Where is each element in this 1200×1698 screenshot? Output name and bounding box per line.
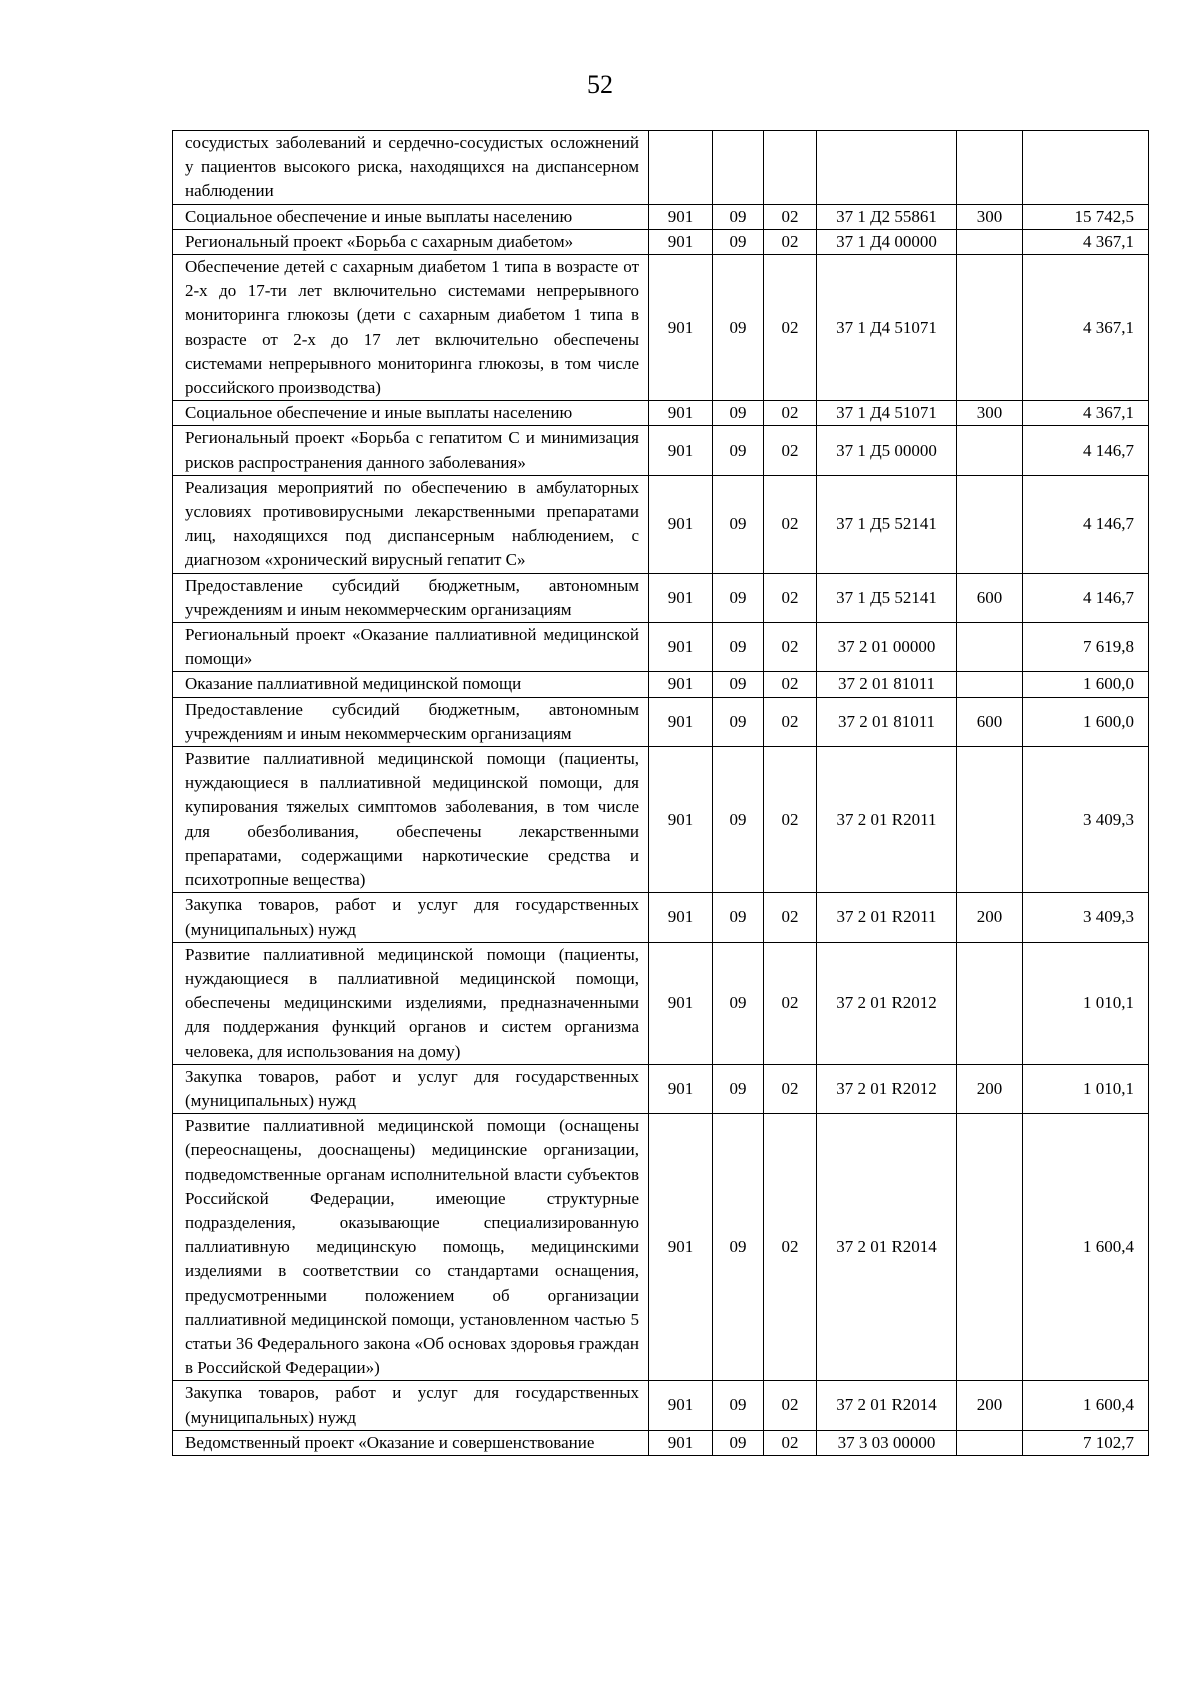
subsection-code: 02 [764, 1064, 817, 1113]
admin-code: 901 [649, 204, 713, 229]
subsection-code [764, 131, 817, 205]
expense-type-code: 300 [957, 204, 1023, 229]
admin-code [649, 131, 713, 205]
target-article-code: 37 1 Д2 55861 [817, 204, 957, 229]
table-row [173, 747, 1149, 893]
table-row [173, 475, 1149, 573]
row-name: Развитие паллиативной медицинской помощи (пациенты, нуждающиеся в паллиативной медицинской помощи, для купирования тяжелых симптомов заболевания, в том числе для обезболивания, обеспечены лекарственными препаратами, содержащими наркотические средства и психотропные вещества) [173, 747, 649, 893]
section-code: 09 [713, 893, 764, 942]
section-code: 09 [713, 1381, 764, 1430]
section-code: 09 [713, 255, 764, 401]
section-code: 09 [713, 475, 764, 573]
subsection-code: 02 [764, 401, 817, 426]
subsection-code: 02 [764, 697, 817, 746]
amount: 1 600,0 [1023, 697, 1149, 746]
section-code: 09 [713, 747, 764, 893]
amount: 1 010,1 [1023, 942, 1149, 1064]
section-code: 09 [713, 1064, 764, 1113]
expense-type-code [957, 747, 1023, 893]
table-row [173, 131, 1149, 205]
subsection-code: 02 [764, 623, 817, 672]
amount: 1 600,0 [1023, 672, 1149, 697]
row-name: Региональный проект «Оказание паллиативной медицинской помощи» [173, 623, 649, 672]
section-code: 09 [713, 426, 764, 475]
row-name: сосудистых заболеваний и сердечно-сосудистых осложнений у пациентов высокого риска, находящихся на диспансерном наблюдении [173, 131, 649, 205]
subsection-code: 02 [764, 893, 817, 942]
target-article-code: 37 1 Д5 52141 [817, 573, 957, 622]
admin-code: 901 [649, 229, 713, 254]
admin-code: 901 [649, 623, 713, 672]
expense-type-code: 200 [957, 893, 1023, 942]
amount [1023, 131, 1149, 205]
target-article-code: 37 3 03 00000 [817, 1430, 957, 1455]
row-name: Развитие паллиативной медицинской помощи (пациенты, нуждающиеся в паллиативной медицинской помощи, обеспечены медицинскими изделиями, предназначенными для поддержания функций органов и систем организма человека, для использования на дому) [173, 942, 649, 1064]
budget-table [172, 130, 1149, 1456]
amount: 7 619,8 [1023, 623, 1149, 672]
target-article-code [817, 131, 957, 205]
row-name: Социальное обеспечение и иные выплаты населению [173, 401, 649, 426]
target-article-code: 37 1 Д4 00000 [817, 229, 957, 254]
amount: 15 742,5 [1023, 204, 1149, 229]
admin-code: 901 [649, 255, 713, 401]
expense-type-code [957, 623, 1023, 672]
amount: 4 367,1 [1023, 229, 1149, 254]
admin-code: 901 [649, 672, 713, 697]
expense-type-code [957, 426, 1023, 475]
row-name: Предоставление субсидий бюджетным, автономным учреждениям и иным некоммерческим организациям [173, 697, 649, 746]
amount: 1 010,1 [1023, 1064, 1149, 1113]
section-code: 09 [713, 942, 764, 1064]
target-article-code: 37 2 01 R2014 [817, 1381, 957, 1430]
amount: 1 600,4 [1023, 1381, 1149, 1430]
subsection-code: 02 [764, 573, 817, 622]
subsection-code: 02 [764, 1381, 817, 1430]
target-article-code: 37 1 Д4 51071 [817, 255, 957, 401]
target-article-code: 37 2 01 R2012 [817, 942, 957, 1064]
section-code [713, 131, 764, 205]
admin-code: 901 [649, 475, 713, 573]
target-article-code: 37 2 01 R2014 [817, 1114, 957, 1381]
table-row [173, 204, 1149, 229]
section-code: 09 [713, 1114, 764, 1381]
expense-type-code [957, 942, 1023, 1064]
table-row [173, 1114, 1149, 1381]
expense-type-code [957, 672, 1023, 697]
amount: 3 409,3 [1023, 893, 1149, 942]
budget-table-body [173, 131, 1149, 1456]
row-name: Закупка товаров, работ и услуг для государственных (муниципальных) нужд [173, 1064, 649, 1113]
subsection-code: 02 [764, 204, 817, 229]
amount: 3 409,3 [1023, 747, 1149, 893]
section-code: 09 [713, 1430, 764, 1455]
expense-type-code [957, 475, 1023, 573]
admin-code: 901 [649, 747, 713, 893]
expense-type-code [957, 1114, 1023, 1381]
subsection-code: 02 [764, 426, 817, 475]
target-article-code: 37 2 01 R2011 [817, 893, 957, 942]
expense-type-code [957, 1430, 1023, 1455]
amount: 4 146,7 [1023, 426, 1149, 475]
expense-type-code: 600 [957, 697, 1023, 746]
table-row [173, 1064, 1149, 1113]
table-row [173, 1381, 1149, 1430]
table-row [173, 401, 1149, 426]
admin-code: 901 [649, 1114, 713, 1381]
page-number: 52 [587, 70, 613, 99]
section-code: 09 [713, 697, 764, 746]
row-name: Ведомственный проект «Оказание и совершенствование [173, 1430, 649, 1455]
admin-code: 901 [649, 1064, 713, 1113]
expense-type-code: 600 [957, 573, 1023, 622]
target-article-code: 37 2 01 00000 [817, 623, 957, 672]
subsection-code: 02 [764, 672, 817, 697]
target-article-code: 37 2 01 81011 [817, 697, 957, 746]
admin-code: 901 [649, 401, 713, 426]
target-article-code: 37 1 Д4 51071 [817, 401, 957, 426]
table-row [173, 426, 1149, 475]
admin-code: 901 [649, 697, 713, 746]
admin-code: 901 [649, 1430, 713, 1455]
row-name: Реализация мероприятий по обеспечению в амбулаторных условиях противовирусными лекарственными препаратами лиц, находящихся под диспансерным наблюдением, с диагнозом «хронический вирусный гепатит С» [173, 475, 649, 573]
admin-code: 901 [649, 893, 713, 942]
table-row [173, 573, 1149, 622]
table-row [173, 672, 1149, 697]
subsection-code: 02 [764, 229, 817, 254]
expense-type-code: 300 [957, 401, 1023, 426]
admin-code: 901 [649, 426, 713, 475]
section-code: 09 [713, 573, 764, 622]
row-name: Предоставление субсидий бюджетным, автономным учреждениям и иным некоммерческим организациям [173, 573, 649, 622]
row-name: Закупка товаров, работ и услуг для государственных (муниципальных) нужд [173, 893, 649, 942]
expense-type-code: 200 [957, 1381, 1023, 1430]
table-row [173, 893, 1149, 942]
subsection-code: 02 [764, 475, 817, 573]
amount: 4 146,7 [1023, 573, 1149, 622]
expense-type-code [957, 255, 1023, 401]
target-article-code: 37 2 01 81011 [817, 672, 957, 697]
table-row [173, 942, 1149, 1064]
section-code: 09 [713, 672, 764, 697]
section-code: 09 [713, 204, 764, 229]
table-row [173, 1430, 1149, 1455]
row-name: Оказание паллиативной медицинской помощи [173, 672, 649, 697]
table-row [173, 255, 1149, 401]
row-name: Региональный проект «Борьба с гепатитом С и минимизация рисков распространения данного заболевания» [173, 426, 649, 475]
row-name: Развитие паллиативной медицинской помощи (оснащены (переоснащены, дооснащены) медицинские организации, подведомственные органам исполнительной власти субъектов Российской Федерации, имеющие структурные подразделения, оказывающие специализированную паллиативную медицинскую помощь, медицинскими изделиями в соответствии со стандартами оснащения, предусмотренными положением об организации паллиативной медицинской помощи, установленном частью 5 статьи 36 Федерального закона «Об основах здоровья граждан в Российской Федерации») [173, 1114, 649, 1381]
expense-type-code [957, 229, 1023, 254]
admin-code: 901 [649, 573, 713, 622]
target-article-code: 37 2 01 R2012 [817, 1064, 957, 1113]
amount: 4 367,1 [1023, 401, 1149, 426]
expense-type-code: 200 [957, 1064, 1023, 1113]
amount: 4 146,7 [1023, 475, 1149, 573]
amount: 7 102,7 [1023, 1430, 1149, 1455]
subsection-code: 02 [764, 942, 817, 1064]
table-row [173, 623, 1149, 672]
subsection-code: 02 [764, 255, 817, 401]
amount: 1 600,4 [1023, 1114, 1149, 1381]
row-name: Обеспечение детей с сахарным диабетом 1 типа в возрасте от 2-х до 17-ти лет включительно системами непрерывного мониторинга глюкозы (дети с сахарным диабетом 1 типа в возрасте от 2-х до 17 лет включительно обеспечены системами непрерывного мониторинга глюкозы, в том числе российского производства) [173, 255, 649, 401]
row-name: Региональный проект «Борьба с сахарным диабетом» [173, 229, 649, 254]
section-code: 09 [713, 401, 764, 426]
subsection-code: 02 [764, 1114, 817, 1381]
subsection-code: 02 [764, 1430, 817, 1455]
row-name: Социальное обеспечение и иные выплаты населению [173, 204, 649, 229]
amount: 4 367,1 [1023, 255, 1149, 401]
table-row [173, 229, 1149, 254]
target-article-code: 37 1 Д5 00000 [817, 426, 957, 475]
target-article-code: 37 1 Д5 52141 [817, 475, 957, 573]
admin-code: 901 [649, 1381, 713, 1430]
target-article-code: 37 2 01 R2011 [817, 747, 957, 893]
subsection-code: 02 [764, 747, 817, 893]
admin-code: 901 [649, 942, 713, 1064]
section-code: 09 [713, 623, 764, 672]
expense-type-code [957, 131, 1023, 205]
section-code: 09 [713, 229, 764, 254]
row-name: Закупка товаров, работ и услуг для государственных (муниципальных) нужд [173, 1381, 649, 1430]
table-row [173, 697, 1149, 746]
